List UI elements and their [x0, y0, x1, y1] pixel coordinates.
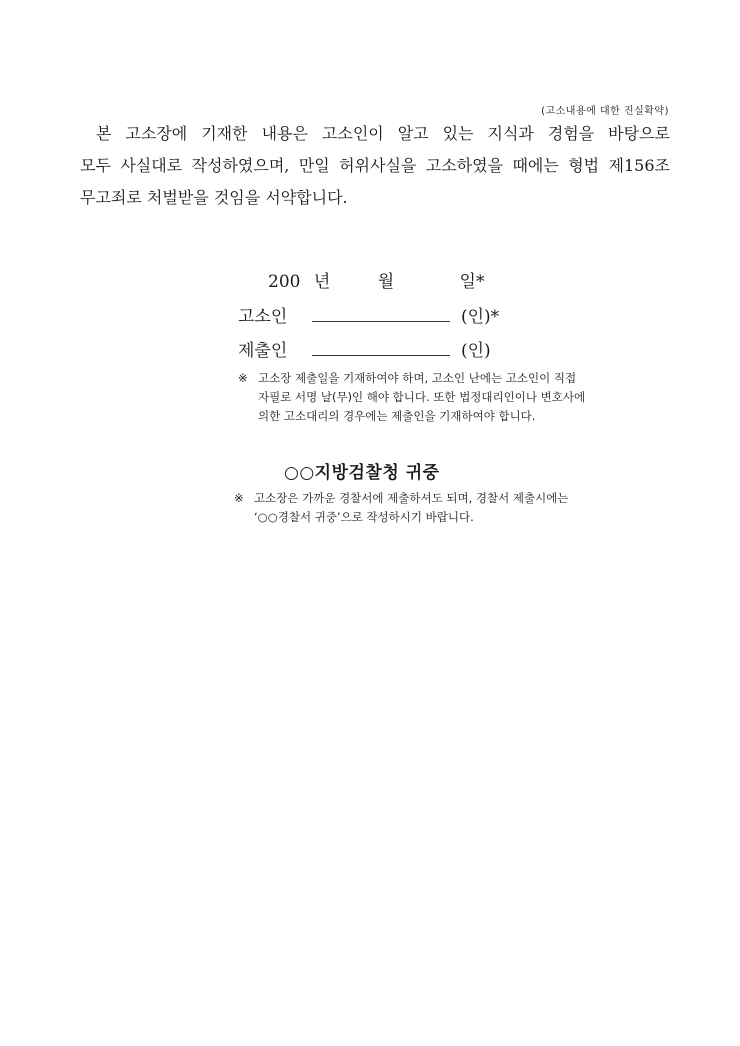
- declaration-line-3: 무고죄로 처벌받을 것임을 서약합니다.: [80, 188, 348, 207]
- submitter-signature-blank[interactable]: [312, 341, 450, 356]
- signature-note-line-3: 의한 고소대리의 경우에는 제출인을 기재하여야 합니다.: [258, 409, 536, 423]
- complainant-seal: (인)*: [461, 307, 500, 327]
- truth-affirmation-header: (고소내용에 대한 진실확약): [541, 106, 669, 117]
- signature-note-line-2: 자필로 서명 날(무)인 해야 합니다. 또한 법정대리인이나 변호사에: [258, 390, 586, 404]
- declaration-line-2: 모두 사실대로 작성하였으며, 만일 허위사실을 고소하였을 때에는 형법 제156조: [80, 156, 670, 175]
- submission-note: [234, 489, 568, 527]
- declaration-line-1: 본 고소장에 기재한 내용은 고소인이 알고 있는 지식과 경험을 바탕으로: [96, 124, 670, 143]
- signature-note-line-1: 고소장 제출일을 기재하여야 하며, 고소인 난에는 고소인이 직접: [258, 371, 577, 385]
- recipient-office: ○○지방검찰청 귀중: [284, 463, 440, 483]
- submitter-signature-row: [238, 336, 491, 361]
- submission-note-line-1: 고소장은 가까운 경찰서에 제출하셔도 되며, 경찰서 제출시에는: [254, 491, 569, 505]
- complainant-signature-blank[interactable]: [312, 307, 450, 322]
- complainant-label: 고소인: [238, 307, 288, 327]
- date-year: 200: [268, 272, 301, 292]
- date-line: [268, 267, 484, 292]
- signature-note: [238, 369, 585, 426]
- submitter-label: 제출인: [238, 341, 288, 361]
- note-mark: ※: [234, 491, 244, 505]
- date-year-unit: 년: [313, 272, 331, 292]
- note-mark: ※: [238, 371, 248, 385]
- date-month-unit: 월: [377, 272, 395, 292]
- submission-note-body: [234, 489, 568, 527]
- submitter-seal: (인): [461, 341, 491, 361]
- submission-note-line-2: ‘○○경찰서 귀중’으로 작성하시기 바랍니다.: [254, 510, 474, 524]
- declaration-paragraph: [80, 118, 670, 214]
- signature-note-body: [238, 369, 585, 426]
- date-day-unit: 일*: [459, 272, 485, 292]
- complainant-signature-row: [238, 302, 499, 327]
